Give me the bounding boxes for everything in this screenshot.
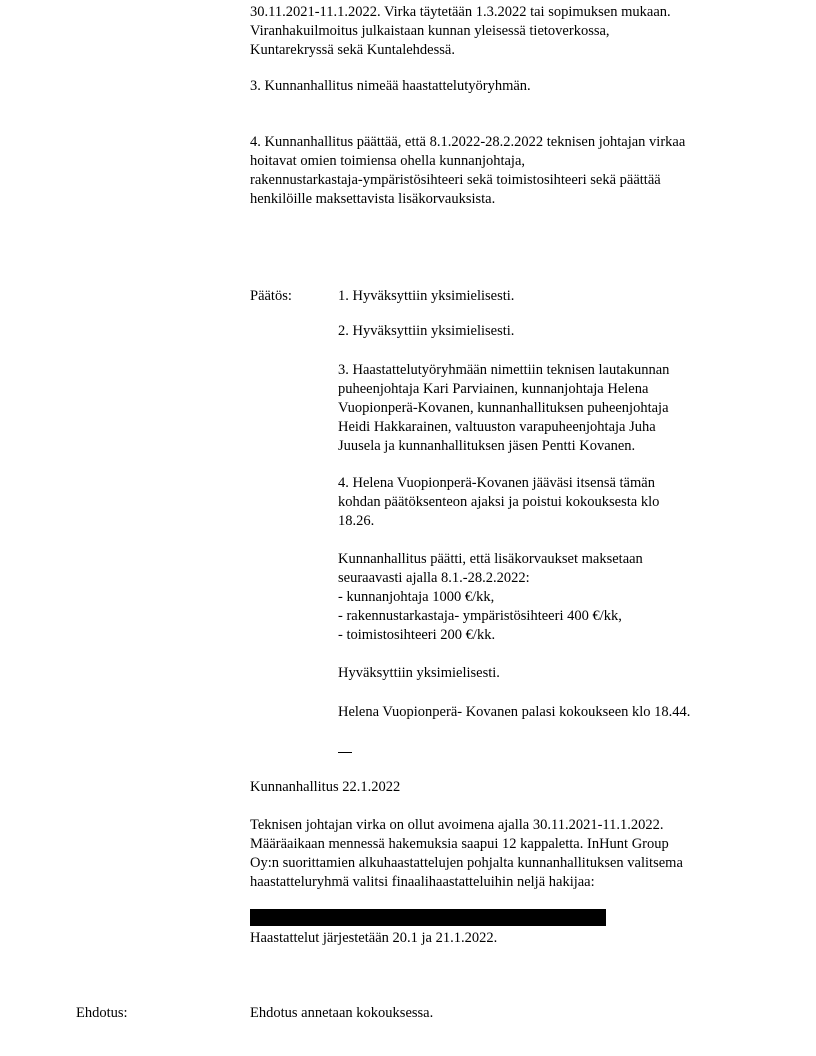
decision-1: 1. Hyväksyttiin yksimielisesti. [338,288,515,304]
item-3: 3. Kunnanhallitus nimeää haastattelutyöryhmän. [250,78,531,94]
paatos-label: Päätös: [250,288,292,304]
ehdotus-text: Ehdotus annetaan kokouksessa. [250,1005,434,1021]
compensation-decision: Kunnanhallitus päätti, että lisäkorvaukset maksetaan seuraavasti ajalla 8.1.-28.2.2022: - kunnanjohtaja 1000 €/kk, - rakennustarkastaja- ympäristösihteeri 400 €/kk, - toimistosihteeri 200 €/kk. [338,551,643,643]
approval-note: Hyväksyttiin yksimielisesti. [338,665,500,681]
meeting-paragraph: Teknisen johtajan virka on ollut avoimena ajalla 30.11.2021-11.1.2022. Määräaikaan mennessä hakemuksia saapui 12 kappaletta. InHunt Group Oy:n suorittamien alkuhaastattelujen pohjalta kunnanhallituksen valitsema haastatteluryhmä valitsi finaalihaastatteluihin neljä hakijaa: [250,817,683,890]
intro-paragraph: 30.11.2021-11.1.2022. Virka täytetään 1.3.2022 tai sopimuksen mukaan. Viranhakuilmoitus julkaistaan kunnan yleisessä tietoverkossa, Kuntarekryssä sekä Kuntalehdessä. [250,4,671,58]
item-4: 4. Kunnanhallitus päättää, että 8.1.2022-28.2.2022 teknisen johtajan virkaa hoitavat omien toimiensa ohella kunnanjohtaja, rakennustarkastaja-ympäristösihteeri sekä toimistosihteeri sekä päättää henkilöille maksettavista lisäkorvauksista. [250,134,686,207]
decision-2: 2. Hyväksyttiin yksimielisesti. [338,323,515,339]
decision-4: 4. Helena Vuopionperä-Kovanen jääväsi itsensä tämän kohdan päätöksenteon ajaksi ja poistui kokouksesta klo 18.26. [338,475,660,529]
redacted-bar [250,909,606,926]
decision-3: 3. Haastattelutyöryhmään nimettiin teknisen lautakunnan puheenjohtaja Kari Parviainen, kunnanjohtaja Helena Vuopionperä-Kovanen, kunnanhallituksen puheenjohtaja Heidi Hakkarainen, valtuuston varapuheenjohtaja Juha Juusela ja kunnanhallituksen jäsen Pentti Kovanen. [338,362,670,454]
interviews-note: Haastattelut järjestetään 20.1 ja 21.1.2022. [250,930,498,946]
meeting-heading: Kunnanhallitus 22.1.2022 [250,779,401,795]
ehdotus-label: Ehdotus: [76,1005,128,1021]
return-note: Helena Vuopionperä- Kovanen palasi kokoukseen klo 18.44. [338,704,691,720]
separator-dash [338,752,352,753]
